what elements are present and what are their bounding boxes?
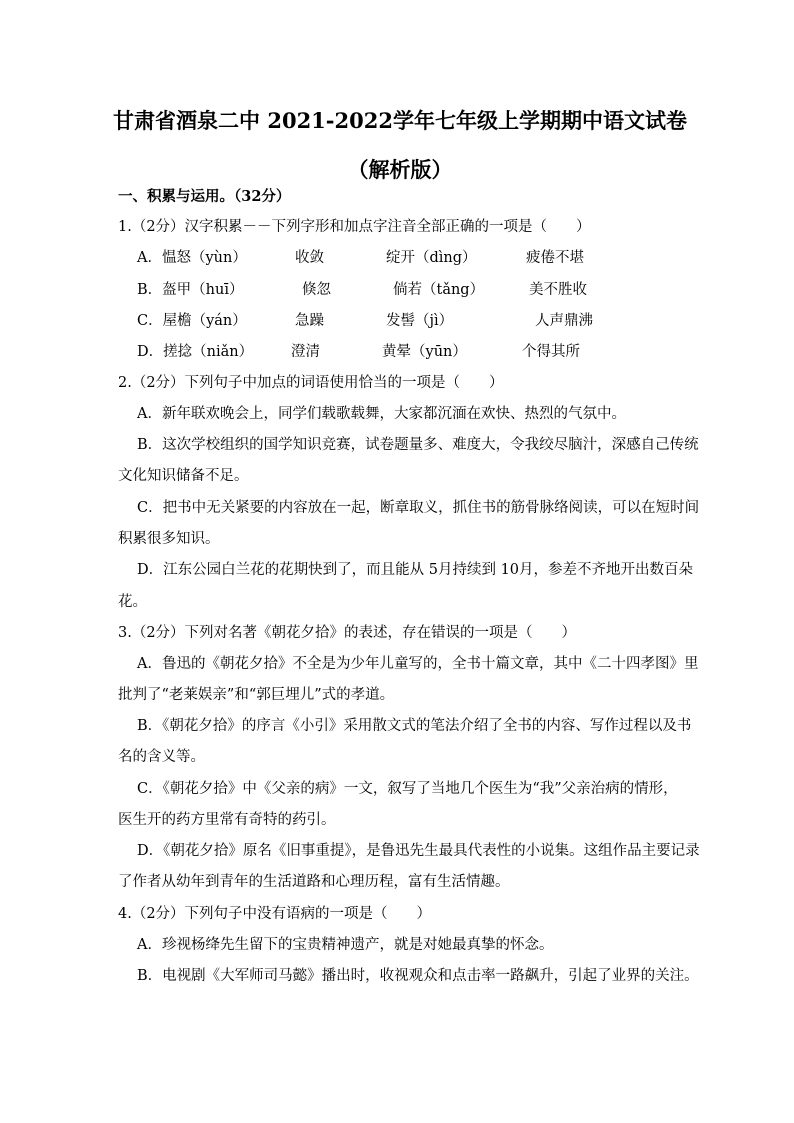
section-heading: 一、积累与运用。（32分） (118, 188, 291, 205)
q2-option-b-line2: 文化知识储备不足。 (118, 468, 249, 484)
q2-option-c-line1: C．把书中无关紧要的内容放在一起，断章取义，抓住书的筋骨脉络阅读，可以在短时间 (137, 500, 700, 516)
q2-option-d-line1: D．江东公园白兰花的花期快到了，而且能从 5月持续到 10月，参差不齐地开出数百朵 (137, 562, 694, 578)
q1-option-d-2: 澄清 (291, 344, 320, 360)
q3-option-a-line1: A．鲁迅的《朝花夕拾》不全是为少年儿童写的，全书十篇文章，其中《二十四孝图》里 (137, 656, 699, 672)
q3-option-d-line2: 了作者从幼年到青年的生活道路和心理历程，富有生活情趣。 (118, 874, 510, 890)
q4-option-b: B．电视剧《大军师司马懿》播出时，收视观众和点击率一路飙升，引起了业界的关注。 (137, 968, 699, 984)
q3-option-b-line1: B．《朝花夕拾》的序言《小引》采用散文式的笔法介绍了全书的内容、写作过程以及书 (137, 718, 692, 734)
q1-option-d-4: 个得其所 (522, 344, 580, 360)
q2-option-c-line2: 积累很多知识。 (118, 531, 220, 547)
q3-option-c-line1: C．《朝花夕拾》中《父亲的病》一文，叙写了当地几个医生为“我”父亲治病的情形， (137, 781, 678, 797)
question-3-stem: 3.（2分）下列对名著《朝花夕拾》的表述，存在错误的一项是（ ） (118, 625, 577, 641)
q1-option-a-1: A．愠怒（yùn） (137, 250, 247, 266)
q1-option-c-1: C．屋檐（yán） (137, 313, 247, 329)
q1-option-b-1: B．盔甲（huī） (137, 282, 244, 298)
q1-option-b-2: 倏忽 (302, 282, 331, 298)
q1-option-d-3: 黄晕（yūn） (382, 344, 467, 360)
q2-option-d-line2: 花。 (118, 594, 147, 610)
q1-option-a-3: 绽开（dìng） (386, 250, 477, 266)
page-title: 甘肃省酒泉二中 2021-2022学年七年级上学期期中语文试卷（解析版） (113, 108, 687, 182)
q1-option-c-4: 人声鼎沸 (535, 313, 593, 329)
q1-option-a-4: 疲倦不堪 (526, 250, 584, 266)
q4-option-a: A．珍视杨绛先生留下的宝贵精神遗产，就是对她最真挚的怀念。 (137, 937, 554, 953)
q1-option-b-4: 美不胜收 (529, 282, 587, 298)
question-2-stem: 2.（2分）下列句子中加点的词语使用恰当的一项是（ ） (118, 375, 504, 391)
question-1-stem: 1.（2分）汉字积累－－下列字形和加点字注音全部正确的一项是（ ） (118, 219, 591, 235)
q1-option-b-3: 倘若（tǎng） (393, 282, 485, 298)
q1-option-a-2: 收敛 (295, 250, 324, 266)
q2-option-a: A．新年联欢晚会上，同学们载歌载舞，大家都沉湎在欢快、热烈的气氛中。 (137, 406, 626, 422)
q3-option-b-line2: 名的含义等。 (118, 749, 205, 765)
q3-option-c-line2: 医生开的药方里常有奇特的药引。 (118, 812, 336, 828)
q3-option-d-line1: D．《朝花夕拾》原名《旧事重提》，是鲁迅先生最具代表性的小说集。这组作品主要记录 (137, 843, 700, 859)
q1-option-c-2: 急躁 (295, 313, 324, 329)
question-4-stem: 4.（2分）下列句子中没有语病的一项是（ ） (118, 906, 432, 922)
q2-option-b-line1: B．这次学校组织的国学知识竞赛，试卷题量多、难度大，令我绞尽脑汁，深感自己传统 (137, 437, 699, 453)
q1-option-c-3: 发髻（jì） (386, 313, 454, 329)
q1-option-d-1: D．搓捻（niǎn） (137, 344, 254, 360)
q3-option-a-line2: 批判了“老莱娱亲”和“郭巨埋儿”式的孝道。 (118, 687, 395, 703)
